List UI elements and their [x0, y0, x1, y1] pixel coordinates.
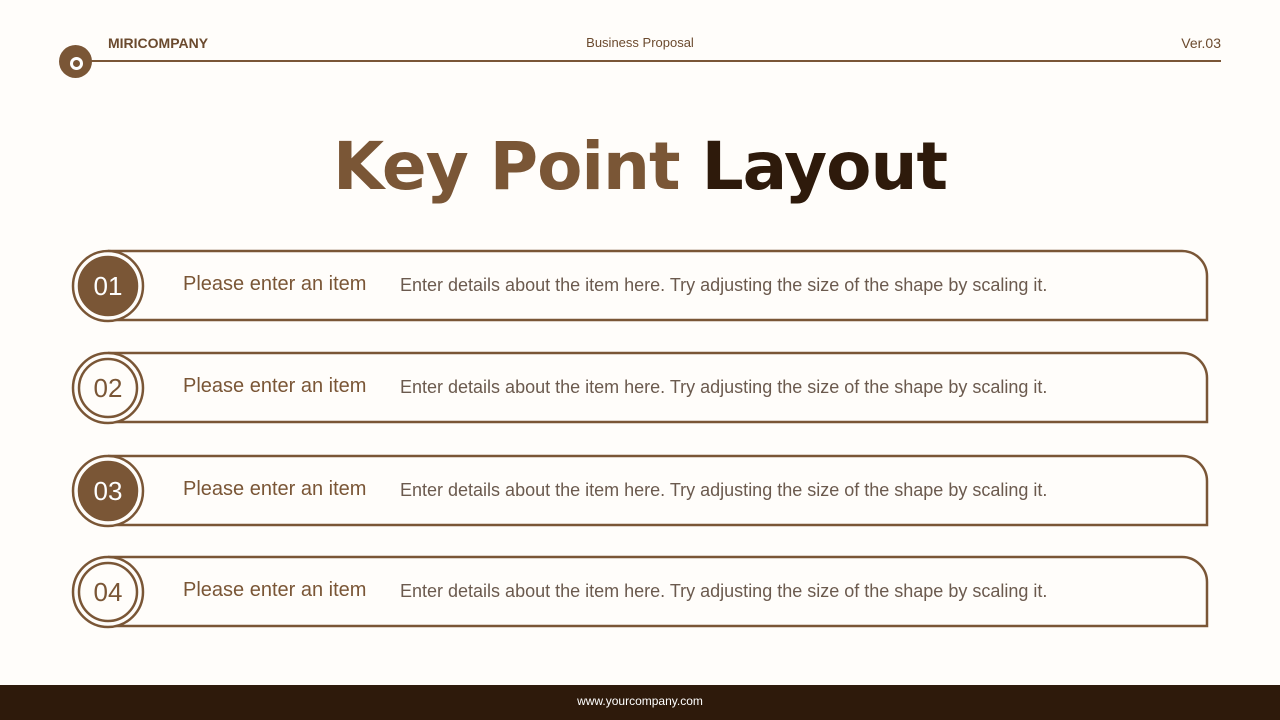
key-point-item: [70, 454, 1210, 530]
item-label: Please enter an item: [183, 375, 367, 397]
item-number-badge: 04: [93, 576, 123, 607]
page-title: [0, 128, 1280, 205]
item-number-badge: 03: [93, 475, 123, 506]
item-description: Enter details about the item here. Try adjusting the size of the shape by scaling it.: [400, 377, 1048, 397]
header-divider: [90, 60, 1221, 62]
key-point-item: [70, 351, 1210, 427]
footer: [0, 685, 1280, 720]
item-description: Enter details about the item here. Try adjusting the size of the shape by scaling it.: [400, 581, 1048, 601]
item-label: Please enter an item: [183, 579, 367, 601]
title-part-1: Key Point: [332, 128, 680, 205]
company-name: MIRICOMPANY: [108, 35, 209, 51]
item-description: Enter details about the item here. Try adjusting the size of the shape by scaling it.: [400, 275, 1048, 295]
document-subject: Business Proposal: [586, 35, 694, 50]
title-part-2: Layout: [701, 128, 948, 205]
key-point-item: [70, 249, 1210, 325]
item-label: Please enter an item: [183, 273, 367, 295]
footer-url: www.yourcompany.com: [577, 694, 703, 708]
item-description: Enter details about the item here. Try adjusting the size of the shape by scaling it.: [400, 480, 1048, 500]
item-label: Please enter an item: [183, 478, 367, 500]
item-number-badge: 02: [93, 372, 123, 403]
item-number-badge: 01: [93, 270, 123, 301]
version-label: Ver.03: [1181, 35, 1221, 51]
key-point-item: [70, 555, 1210, 631]
